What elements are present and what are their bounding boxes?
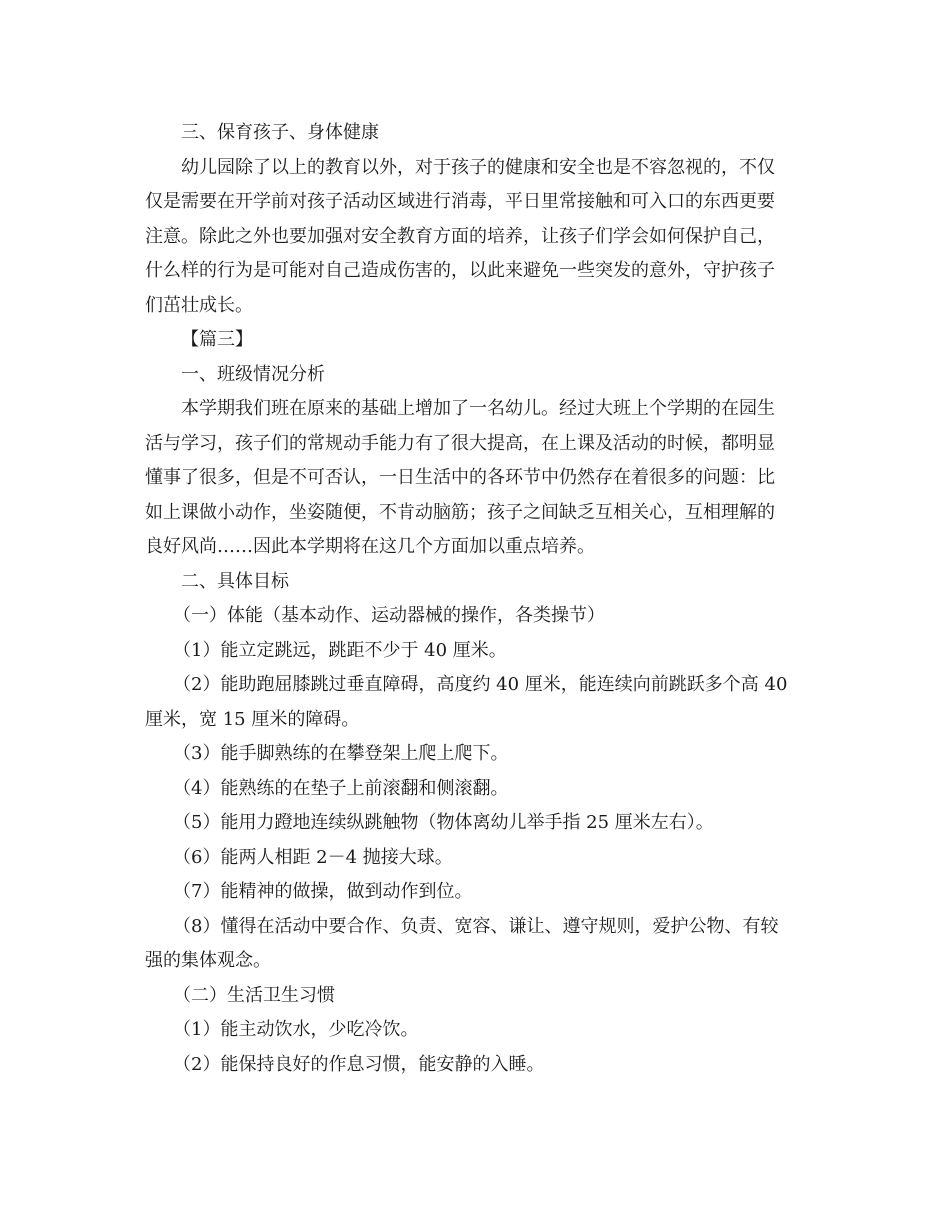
list-item-continuation: 厘米，宽 15 厘米的障碍。 [145,708,360,730]
paragraph-line: 本学期我们班在原来的基础上增加了一名幼儿。经过大班上个学期的在园生 [181,398,775,419]
list-item-continuation: 强的集体观念。 [145,950,271,971]
list-item: （1）能主动饮水，少吃冷饮。 [173,1019,419,1040]
paragraph-line: 注意。除此之外也要加强对安全教育方面的培养，让孩子们学会如何保护自己， [145,225,775,247]
section-heading-health: 三、保育孩子、身体健康 [181,122,379,143]
paragraph-line: 什么样的行为是可能对自己造成伤害的，以此来避免一些突发的意外，守护孩子 [145,260,775,281]
list-item: （5）能用力蹬地连续纵跳触物（物体离幼儿举手指 25 厘米左右）。 [173,812,714,833]
paragraph-line: 幼儿园除了以上的教育以外，对于孩子的健康和安全也是不容忽视的，不仅 [181,156,775,178]
list-item: （4）能熟练的在垫子上前滚翻和侧滚翻。 [173,777,509,799]
paragraph-line: 如上课做小动作，坐姿随便，不肯动脑筋；孩子之间缺乏互相关心，互相理解的 [145,501,775,523]
subsection-heading-physical: （一）体能（基本动作、运动器械的操作，各类操节） [173,605,605,626]
section-heading-class-analysis: 一、班级情况分析 [181,363,325,385]
paragraph-line: 活与学习，孩子们的常规动手能力有了很大提高，在上课及活动的时候，都明显 [145,432,775,454]
list-item: （1）能立定跳远，跳距不少于 40 厘米。 [173,639,507,661]
section-heading-goals: 二、具体目标 [181,570,289,592]
list-item: （6）能两人相距 2－4 抛接大球。 [173,846,453,868]
list-item: （7）能精神的做操，做到动作到位。 [173,881,473,902]
document-body [145,116,810,1082]
list-item: （8）懂得在活动中要合作、负责、宽容、谦让、遵守规则，爱护公物、有较 [173,915,779,937]
list-item: （3）能手脚熟练的在攀登架上爬上爬下。 [173,743,509,764]
paragraph-line: 仅是需要在开学前对孩子活动区域进行消毒，平日里常接触和可入口的东西更要 [145,191,775,212]
paragraph-line: 们茁壮成长。 [145,294,253,316]
chapter-label: 【篇三】 [181,329,253,350]
paragraph-line: 懂事了很多，但是不可否认，一日生活中的各环节中仍然存在着很多的问题：比 [145,467,775,488]
paragraph-line: 良好风尚……因此本学期将在这几个方面加以重点培养。 [145,536,595,557]
list-item: （2）能保持良好的作息习惯，能安静的入睡。 [173,1053,545,1075]
subsection-heading-hygiene: （二）生活卫生习惯 [173,984,335,1006]
list-item: （2）能助跑屈膝跳过垂直障碍，高度约 40 厘米，能连续向前跳跃多个高 40 [173,674,788,695]
